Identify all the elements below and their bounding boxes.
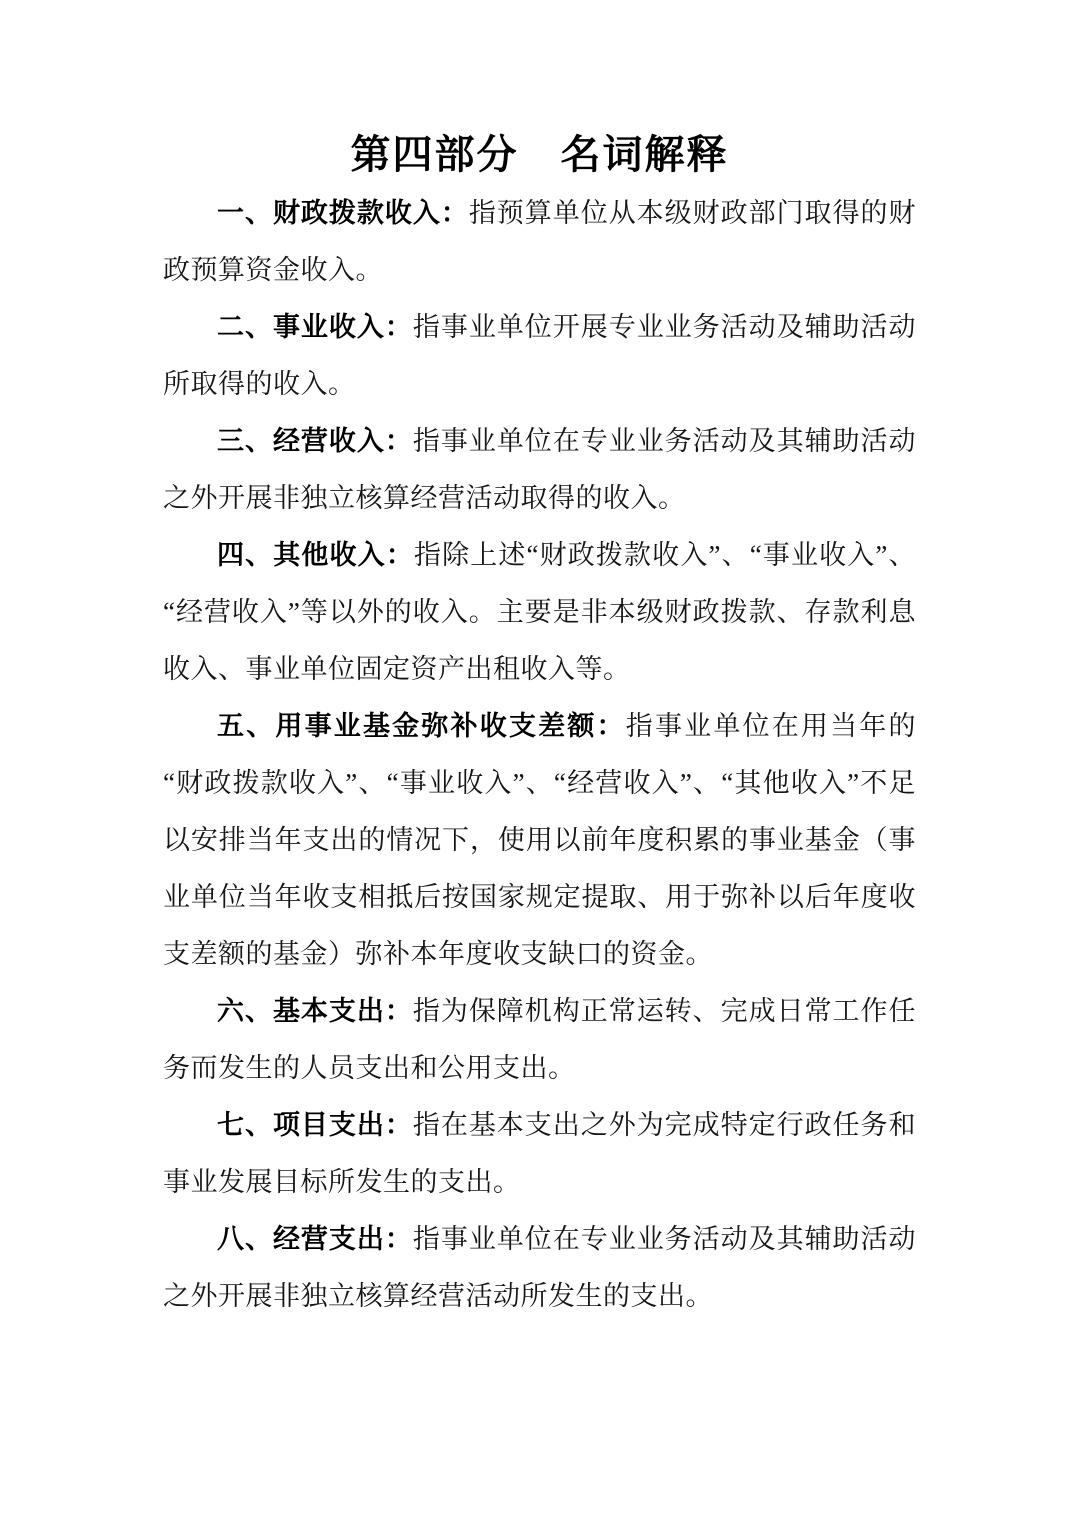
glossary-paragraph	[163, 698, 916, 983]
term-definition: 指事业单位在专业业务活动及其辅助活动之外开展非独立核算经营活动取得的收入。	[163, 426, 917, 513]
term-label: 五、用事业基金弥补收支差额：	[217, 711, 626, 741]
term-label: 八、经营支出：	[217, 1224, 413, 1254]
document-content	[0, 125, 1080, 1325]
glossary-paragraph	[163, 1211, 916, 1325]
term-definition: 指为保障机构正常运转、完成日常工作任务而发生的人员支出和公用支出。	[163, 996, 917, 1083]
page-title: 第四部分 名词解释	[350, 133, 729, 177]
term-label: 三、经营收入：	[217, 426, 413, 456]
glossary-paragraph	[163, 185, 916, 299]
glossary-paragraph	[163, 1097, 916, 1211]
term-label: 四、其他收入：	[217, 540, 414, 570]
term-definition: 指事业单位开展专业业务活动及辅助活动所取得的收入。	[163, 312, 917, 399]
term-label: 二、事业收入：	[217, 312, 413, 342]
term-definition: 指除上述“财政拨款收入”、“事业收入”、“经营收入”等以外的收入。主要是非本级财政拨款、存款利息收入、事业单位固定资产出租收入等。	[163, 540, 917, 684]
term-label: 六、基本支出：	[217, 996, 413, 1026]
glossary-paragraph	[163, 983, 916, 1097]
glossary-paragraph	[163, 413, 916, 527]
glossary-paragraph	[163, 527, 916, 698]
term-definition: 指事业单位在专业业务活动及其辅助活动之外开展非独立核算经营活动所发生的支出。	[163, 1224, 917, 1311]
term-definition: 指事业单位在用当年的“财政拨款收入”、“事业收入”、“经营收入”、“其他收入”不足以安排当年支出的情况下，使用以前年度积累的事业基金（事业单位当年收支相抵后按国家规定提取、用于弥补以后年度收支差额的基金）弥补本年度收支缺口的资金。	[163, 711, 917, 969]
term-label: 七、项目支出：	[217, 1110, 413, 1140]
glossary-section	[163, 185, 916, 1325]
term-label: 一、财政拨款收入：	[217, 198, 469, 228]
glossary-paragraph	[163, 299, 916, 413]
term-definition: 指在基本支出之外为完成特定行政任务和事业发展目标所发生的支出。	[163, 1110, 917, 1197]
term-definition: 指预算单位从本级财政部门取得的财政预算资金收入。	[163, 198, 916, 285]
